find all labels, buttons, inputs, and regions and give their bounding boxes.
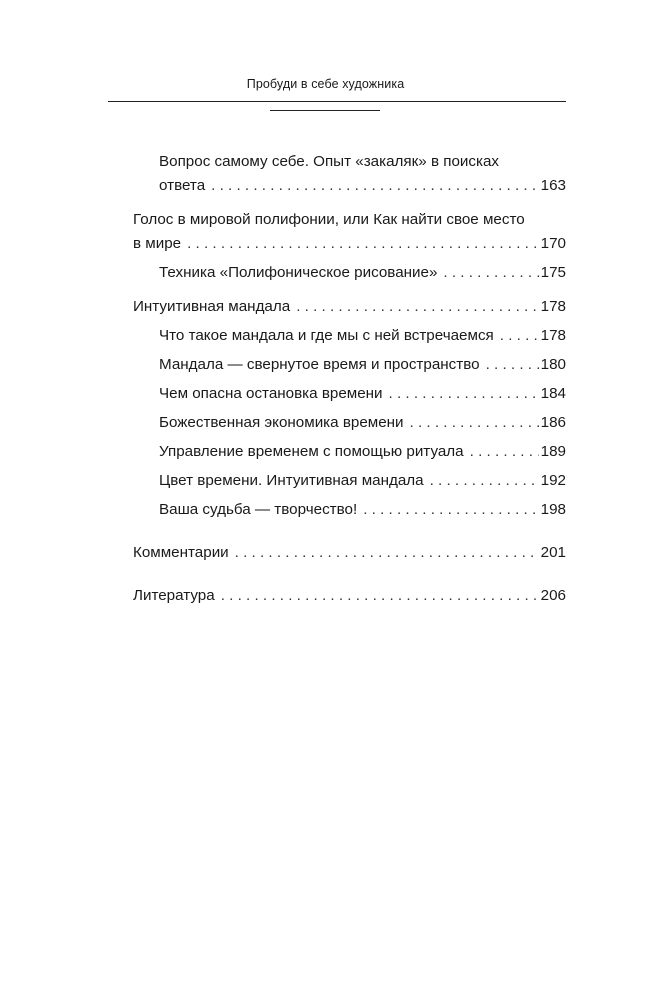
toc-entry <box>133 498 566 522</box>
dot-leader <box>443 261 538 285</box>
toc-entry-page: 184 <box>540 385 566 402</box>
running-head-title: Пробуди в себе художника <box>246 77 405 91</box>
dot-leader <box>470 440 539 464</box>
toc-entry-title: Цвет времени. Интуитивная мандала <box>159 472 424 489</box>
toc-entry-title: Управление временем с помощью ритуала <box>159 443 464 460</box>
toc-entry <box>133 295 566 319</box>
dot-leader <box>486 353 539 377</box>
toc-entry-title: ответа <box>159 177 206 194</box>
toc-entry-page: 178 <box>540 298 566 315</box>
toc-entry-page: 198 <box>540 501 566 518</box>
toc-entry-title: Техника «Полифоническое рисование» <box>159 264 438 281</box>
toc-entry-title: Что такое мандала и где мы с ней встречаемся <box>159 327 494 344</box>
dot-leader <box>389 382 539 406</box>
toc-entry <box>133 324 566 348</box>
dot-leader <box>363 498 538 522</box>
toc-entry-page: 192 <box>540 472 566 489</box>
toc-entry <box>133 469 566 493</box>
toc-entry-page: 201 <box>540 544 566 561</box>
toc-entry-title: Ваша судьба — творчество! <box>159 501 358 518</box>
toc-entry-page: 189 <box>540 443 566 460</box>
dot-leader <box>221 584 539 608</box>
toc-entry-title: Мандала — свернутое время и пространство <box>159 356 480 373</box>
toc-entry <box>133 208 566 256</box>
toc-entry-page: 170 <box>540 235 566 252</box>
header-rule-long <box>108 101 566 102</box>
dot-leader <box>296 295 538 319</box>
toc-entry <box>133 411 566 435</box>
toc-entry-title: Чем опасна остановка времени <box>159 385 383 402</box>
toc-entry-title-line1: Голос в мировой полифонии, или Как найти свое место <box>133 211 525 228</box>
dot-leader <box>500 324 539 348</box>
toc-entry-page: 206 <box>540 587 566 604</box>
dot-leader <box>410 411 539 435</box>
toc-entry-title-line1: Вопрос самому себе. Опыт «закаляк» в поисках <box>159 153 500 170</box>
toc-entry-title: Интуитивная мандала <box>133 298 291 315</box>
toc-entry-title: в мире <box>133 235 182 252</box>
toc-entry-title: Божественная экономика времени <box>159 414 404 431</box>
toc-entry-page: 163 <box>540 177 566 194</box>
dot-leader <box>211 174 539 198</box>
toc-entry-page: 175 <box>540 264 566 281</box>
table-of-contents <box>133 150 566 608</box>
toc-entry <box>133 261 566 285</box>
toc-entry <box>133 382 566 406</box>
toc-entry <box>133 584 566 608</box>
dot-leader <box>187 232 539 256</box>
toc-entry-title: Литература <box>133 587 215 604</box>
toc-entry <box>133 440 566 464</box>
toc-entry <box>133 541 566 565</box>
dot-leader <box>235 541 539 565</box>
toc-entry <box>133 353 566 377</box>
toc-entry-title: Комментарии <box>133 544 229 561</box>
header-rule-short <box>270 110 380 111</box>
toc-entry <box>133 150 566 198</box>
dot-leader <box>430 469 539 493</box>
toc-entry-page: 180 <box>540 356 566 373</box>
toc-entry-page: 186 <box>540 414 566 431</box>
toc-entry-page: 178 <box>540 327 566 344</box>
